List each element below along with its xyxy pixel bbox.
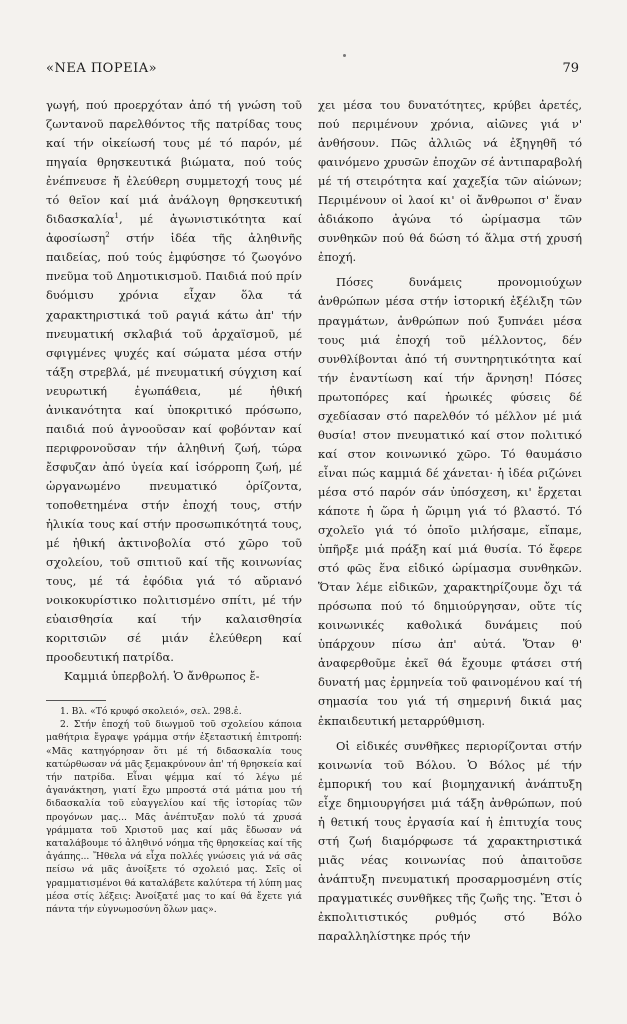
left-paragraph-1-mid: , μέ ἀγωνιστικότητα καί ἀφοσίωση <box>46 212 302 246</box>
running-title: «ΝΕΑ ΠΟΡΕΙΑ» <box>46 61 158 76</box>
footnote-1: 1. Βλ. «Τό κρυφό σκολειό», σελ. 298.ἑ. <box>60 706 242 717</box>
footnote-2: 2. Στήν ἐποχή τοῦ διωγμοῦ τοῦ σχολείου κάποια μαθήτρια ἔγραψε γράμμα στήν ἐξεταστική ἐπιτροπή: «Μᾶς κατηγόρησαν ὅτι μέ τή διδασκαλία τους κατώρθωσαν νά μᾶς ξεμακρύνουν ἀπ' τή θρησκεία καί τήν πατρίδα. Εἶναι ψέμμα καί τό λέγω μέ ἀγανάκτηση, γιατί ἔχω μπροστά στά μάτια μου τή διδασκαλία τοῦ εὐαγγελίου καί τῆς ἱστορίας τῶν προγόνων μας... Μᾶς ἀνέπτυξαν πολύ τά χρυσά γράμματα τοῦ Χριστοῦ μας καί μᾶς ἔδωσαν νά καταλάβουμε τό ἀληθινό νόημα τῆς θρησκείας καί τῆς ἀγάπης... Ἤθελα νά εἶχα πολλές γνώσεις γιά νά σᾶς πείσω νά μᾶς ἀνοίξετε τό σχολειό μας. Σεῖς οἱ γραμματισμένοι θά καταλάβετε καλύτερα τή λύπη μας μέσα στίς λέξεις: Ἀνοίξατέ μας το καί θά ἔχετε γιά πάντα τήν εὐγνωμοσύνη ὅλων μας». <box>46 719 302 916</box>
right-column <box>318 96 582 946</box>
footnote-rule <box>46 700 106 701</box>
right-paragraph-2: Πόσες δυνάμεις προνομιούχων ἀνθρώπων μέσα στήν ἱστορική ἐξέλιξη τῶν πραγμάτων, ἀνθρώπων πού ξυπνάει μέσα τους μιά ἐποχή τοῦ μέλλοντος, δέν συνθλίβονται ἀπό τή συντηρητικότητα καί τήν ἐναντίωση καί τήν ἄρνηση! Πόσες πρωτοπόρες καί ἡρωικές φύσεις δέ σχεδίασαν στό παρελθόν τό μέλλον μέ μιά θυσία! στον πνευματικό καί στον πολιτικό καί στον κοινωνικό χῶρο. Τό θαυμάσιο εἶναι πώς καμμιά δέ χάνεται· ἡ ἰδέα ριζώνει μέσα στό παρόν σάν ὑπόσχεση, κι' ἔρχεται κάποτε ἡ ὥρα ἡ ὥριμη γιά τό βλαστό. Τό σχολεῖο γιά τό ὁποῖο μιλήσαμε, εἴπαμε, ὑπῆρξε μιά πράξη καί μιά θυσία. Τό ἔφερε στό φῶς ἕνα εἰδικό ὡρίμασμα συνθηκῶν. Ὅταν λέμε εἰδικῶν, χαρακτηρίζουμε ὄχι τά πρόσωπα πού τό δημιούργησαν, οὔτε τίς κοινωνικές καθολικά δυνάμεις πού ὑπάρχουν πίσω ἀπ' αὐτά. Ὅταν θ' ἀναφερθοῦμε ἐκεῖ θά ἔχουμε φτάσει στή δυνατή μας ἑρμηνεία τοῦ φαινομένου καί τή σημασία του γιά τή σημερινή δικιά μας ἐκπαιδευτική μεταρρύθμιση. <box>318 275 582 728</box>
page-number: 79 <box>562 61 579 76</box>
footnote-ref-2: 2 <box>105 231 110 240</box>
left-paragraph-1-text: γωγή, πού προερχόταν ἀπό τή γνώση τοῦ ζωντανοῦ παρελθόντος τῆς πατρίδας τους καί τήν οἰκείωσή τους μέ τό παρόν, μέ πηγαία θρησκευτικά βιώματα, πού τούς ἐνέπνευσε ἤ ἐλεύθερη συμμετοχή τους μέ τό θεῖον καί μιά ἀνάλογη θρησκευτική διδασκαλία <box>46 98 302 227</box>
right-paragraph-3: Οἱ εἰδικές συνθῆκες περιορίζονται στήν κοινωνία τοῦ Βόλου. Ὁ Βόλος μέ τήν ἐμπορική του καί βιομηχανική ἀνάπτυξη εἶχε δημιουργήσει μιά τάξη ἀνθρώπων, πού ἡ θετική τους ἐργασία καί ἡ ἐπιτυχία τους στή ζωή διαμόρφωσε τά χαρακτηριστικά μιᾶς νέας κοινωνίας πού ἀπαιτοῦσε ἀνάπτυξη πνευματική προσαρμοσμένη στίς πραγματικές συνθῆκες τῆς ζωῆς της. Ἔτσι ὁ ἐκπολιτιστικός ρυθμός στό Βόλο παραλληλίστηκε πρός τήν <box>318 738 582 944</box>
print-dot <box>343 54 346 57</box>
right-paragraph-1: χει μέσα του δυνατότητες, κρύβει ἀρετές, πού περιμένουν χρόνια, αἰῶνες γιά ν' ἀνθήσουν. Πῶς ἀλλιῶς νά ἐξηγηθῆ τό φαινόμενο χρυσῶν ἐποχῶν σέ ἀντιπαραβολή μέ τή στειρότητα καί χαχεξία τῶν αἰώνων; Περιμένουν οἱ λαοί κι' οἱ ἄνθρωποι σ' ἕναν ἀδιάκοπο ἀγώνα τό ὡρίμασμα τῶν συνθηκῶν πού θά δώση τό ἅλμα στή χρυσή ἐποχή. <box>318 98 582 265</box>
left-paragraph-1 <box>46 96 302 667</box>
left-paragraph-1-end: στήν ἰδέα τῆς ἀληθινῆς παιδείας, πού τούς ἐμφύσησε τό ζωογόνο πνεῦμα τοῦ Δημοτικισμοῦ. Παιδιά πού πρίν δυόμισυ χρόνια εἶχαν ὅλα τά χαρακτηριστικά τοῦ ραγιά κάτω ἀπ' τήν πνευματική σκλαβιά τοῦ ἀρχαϊσμοῦ, μέ σφιγμένες ψυχές καί σώματα μέσα στήν τάξη στρεβλά, μέ πνευματική σύγχιση καί νευρωτική ἐγωπάθεια, μέ ἠθική ἀνικανότητα καί ὑποκριτικό πρόσωπο, παιδιά πού ἀγνοοῦσαν καί φοβόνταν καί περιφρονοῦσαν τήν ἀληθινή ζωή, τώρα ἔσφυζαν ἀπό ὑγεία καί ἰσόρροπη ζωή, μέ ὡργανωμένο πνευματικό ὁρίζοντα, τοποθετημένα στήν ἐποχή τους, στήν ἡλικία τους καί στήν προσωπικότητά τους, μέ ἠθική ἀκτινοβολία στό χῶρο τοῦ σχολείου, τοῦ σπιτιοῦ καί τῆς κοινωνίας τους, μέ τά ἐφόδια γιά τό αὔριανό νοικοκυρίστικο πολιτισμένο σπίτι, μέ τήν εὐαισθησία καί τήν καλαισθησία κοριτσιῶν σέ μιάν ἐλεύθερη καί προοδευτική πατρίδα. <box>46 231 302 665</box>
left-paragraph-2: Καμμιά ὑπερβολή. Ὁ ἄνθρωπος ἔ- <box>64 669 260 684</box>
footnote-ref-1: 1 <box>114 212 119 221</box>
footnotes <box>46 705 302 916</box>
left-column <box>46 96 302 796</box>
